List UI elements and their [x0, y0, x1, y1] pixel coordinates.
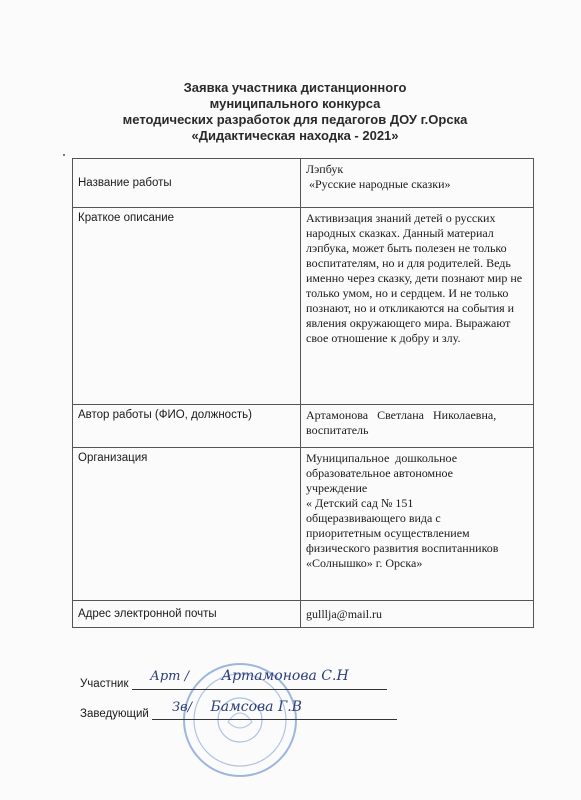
participant-handwritten-name: Артамонова С.Н [221, 668, 349, 684]
participant-signature: Арт / Артамонова С.Н [150, 668, 349, 684]
value-line: «Солнышко» г. Орска» [306, 556, 423, 570]
value-line: Лэпбук [306, 162, 344, 176]
value-line: физического развития воспитанников [306, 541, 499, 555]
row-label-email: Адрес электронной почты [73, 601, 301, 628]
row-label-organization: Организация [73, 448, 301, 601]
row-label-description: Краткое описание [73, 208, 301, 405]
row-value-email: gullljа@mail.ru [301, 601, 534, 628]
value-line: Артамонова Светлана Николаевна, [306, 408, 497, 422]
value-line: «Русские народные сказки» [306, 177, 451, 191]
header-line-2: муниципального конкурса [209, 96, 381, 111]
header-line-1: Заявка участника дистанционного [183, 80, 407, 95]
value-line: общеразвивающего вида с [306, 511, 441, 525]
row-label-author: Автор работы (ФИО, должность) [73, 405, 301, 448]
application-table [72, 158, 534, 628]
value-line: Муниципальное дошкольное [306, 451, 458, 465]
head-handwritten-name: Бамсова Г.В [210, 699, 302, 715]
value-line: воспитатель [306, 423, 369, 437]
row-value-title [301, 159, 534, 208]
value-line: « Детский сад № 151 [306, 496, 414, 510]
table-row [73, 159, 534, 208]
stray-dot [63, 154, 65, 156]
head-signature: Зв/ Бамсова Г.В [172, 699, 302, 715]
value-line: образовательное автономное [306, 466, 454, 480]
table-row [73, 448, 534, 601]
participant-label: Участник [80, 678, 129, 690]
row-value-description: Активизация знаний детей о русских народных сказках. Данный материал лэпбука, может быть полезен не только воспитателям, но и для родителей. Ведь именно через сказку, дети познают мир не только умом, но и сердцем. И не только познают, но и откликаются на события и явления окружающего мира. Выражают свое отношение к добру и злу. [301, 208, 534, 405]
table-row [73, 405, 534, 448]
row-label-title: Название работы [73, 159, 301, 208]
application-header [60, 80, 530, 144]
header-line-3: методических разработок для педагогов ДОУ г.Орска [122, 112, 468, 127]
table-row [73, 208, 534, 405]
table-row [73, 601, 534, 628]
row-value-organization [301, 448, 534, 601]
head-label: Заведующий [80, 708, 149, 720]
row-value-author [301, 405, 534, 448]
value-line: приоритетным осуществлением [306, 526, 470, 540]
header-line-4: «Дидактическая находка - 2021» [191, 128, 399, 143]
value-line: учреждение [306, 481, 368, 495]
